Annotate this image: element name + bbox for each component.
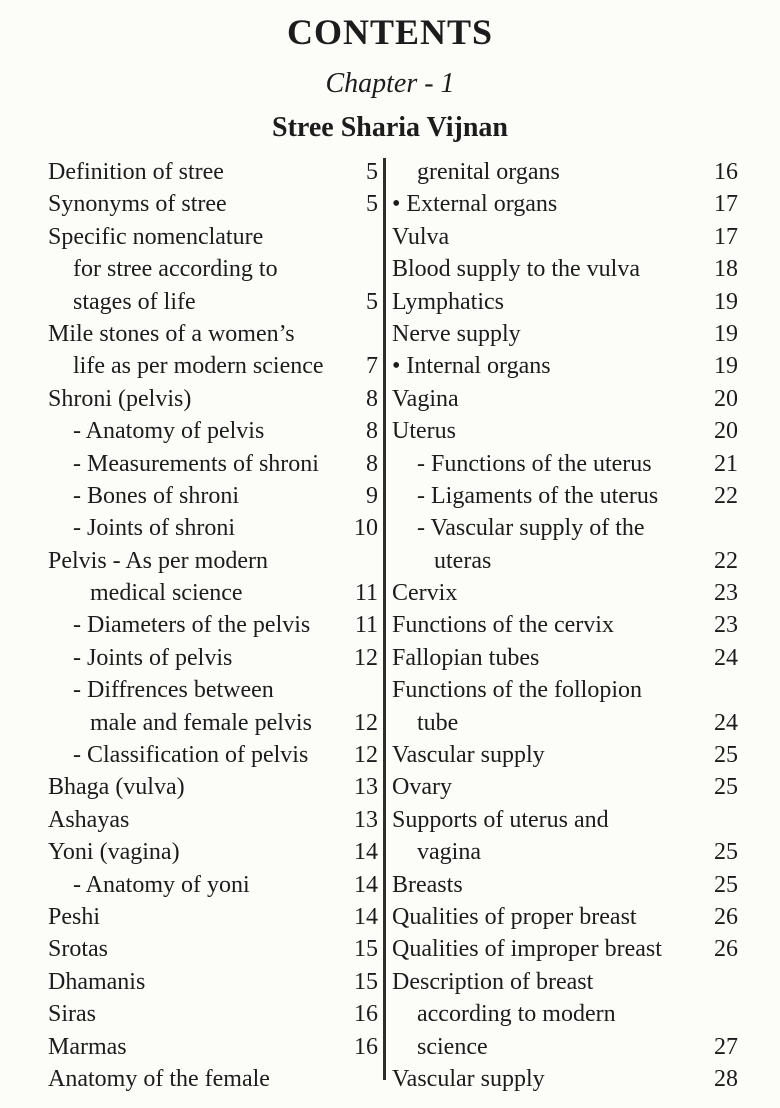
toc-row xyxy=(48,998,378,1030)
toc-entry-label: Vagina xyxy=(392,385,459,412)
toc-entry-label: Qualities of proper breast xyxy=(392,903,637,930)
toc-entry-page: 18 xyxy=(714,256,738,283)
toc-entry-page: 15 xyxy=(354,936,378,963)
toc-entry-page: 19 xyxy=(714,288,738,315)
toc-entry-label: Marmas xyxy=(48,1033,127,1060)
toc-entry-label: Qualities of improper breast xyxy=(392,936,662,963)
toc-entry-page: 25 xyxy=(714,839,738,866)
toc-row xyxy=(392,545,738,577)
toc-entry-page: 19 xyxy=(714,353,738,380)
toc-entry-page: 9 xyxy=(366,482,378,509)
toc-entry-page: 19 xyxy=(714,320,738,347)
toc-entry-label: - Measurements of shroni xyxy=(73,450,319,477)
toc-row xyxy=(392,642,738,674)
toc-row xyxy=(392,739,738,771)
toc-entry-label: Functions of the follopion xyxy=(392,677,642,704)
toc-row xyxy=(392,383,738,415)
toc-entry-page: 16 xyxy=(714,159,738,185)
toc-entry-page: 13 xyxy=(354,806,378,833)
toc-entry-page: 23 xyxy=(714,612,738,639)
toc-entry-page: 7 xyxy=(366,353,378,380)
toc-row xyxy=(48,933,378,965)
toc-entry-page: 5 xyxy=(366,288,378,315)
toc-entry-page: 26 xyxy=(714,936,738,963)
toc-entry-label: • Internal organs xyxy=(392,353,551,380)
toc-entry-page: 20 xyxy=(714,418,738,445)
toc-row xyxy=(48,383,378,415)
toc-row xyxy=(48,1031,378,1063)
toc-row xyxy=(392,448,738,480)
toc-entry-page: 11 xyxy=(354,580,378,607)
toc-row xyxy=(392,966,738,998)
toc-entry-label: vagina xyxy=(417,839,481,866)
toc-entry-label: according to modern xyxy=(417,1001,616,1028)
toc-entry-page: 14 xyxy=(354,903,378,930)
toc-entry-label: Fallopian tubes xyxy=(392,644,540,671)
toc-entry-label: Dhamanis xyxy=(48,968,146,995)
toc-entry-label: Description of breast xyxy=(392,968,594,995)
toc-row xyxy=(48,869,378,901)
toc-entry-page: 8 xyxy=(366,450,378,477)
toc-entry-label: Nerve supply xyxy=(392,320,521,347)
toc-entry-label: for stree according to xyxy=(73,256,278,283)
toc-entry-label: - Diffrences between xyxy=(73,677,274,704)
toc-entry-label: - Functions of the uterus xyxy=(417,450,652,477)
toc-row xyxy=(48,156,378,188)
toc-entry-label: Mile stones of a women’s xyxy=(48,320,295,347)
toc-row xyxy=(392,350,738,382)
toc-entry-page: 14 xyxy=(354,839,378,866)
section-heading: Stree Sharia Vijnan xyxy=(272,112,508,143)
toc-row xyxy=(48,286,378,318)
toc-entry-page: 28 xyxy=(714,1065,738,1092)
toc-entry-page: 11 xyxy=(354,612,378,639)
toc-row xyxy=(392,933,738,965)
toc-entry-page: 24 xyxy=(714,644,738,671)
toc-row xyxy=(48,836,378,868)
toc-entry-label: - Bones of shroni xyxy=(73,482,239,509)
toc-entry-label: tube xyxy=(417,709,459,736)
toc-entry-page: 25 xyxy=(714,742,738,769)
toc-row xyxy=(48,739,378,771)
toc-row xyxy=(392,221,738,253)
toc-row xyxy=(392,901,738,933)
toc-entry-label: - Classification of pelvis xyxy=(73,742,309,769)
toc-entry-label: Uterus xyxy=(392,418,456,445)
toc-row xyxy=(392,188,738,220)
toc-row xyxy=(392,253,738,285)
toc-entry-label: Pelvis - As per modern xyxy=(48,547,268,574)
toc-row xyxy=(392,577,738,609)
toc-row xyxy=(392,318,738,350)
toc-row xyxy=(48,512,378,544)
toc-row xyxy=(48,1063,378,1095)
toc-entry-page: 12 xyxy=(354,644,378,671)
toc-row xyxy=(48,253,378,285)
toc-entry-label: uteras xyxy=(434,547,492,574)
toc-entry-page: 17 xyxy=(714,191,738,218)
chapter-heading: Chapter - 1 xyxy=(325,68,455,99)
toc-row xyxy=(48,221,378,253)
toc-entry-label: medical science xyxy=(90,580,243,607)
toc-row xyxy=(48,318,378,350)
toc-entry-label: - Joints of pelvis xyxy=(73,644,233,671)
toc-entry-page: 17 xyxy=(714,223,738,250)
toc-row xyxy=(392,1031,738,1063)
toc-entry-label: stages of life xyxy=(73,288,196,315)
toc-entry-label: Supports of uterus and xyxy=(392,806,609,833)
toc-entry-label: Bhaga (vulva) xyxy=(48,774,185,801)
toc-entry-label: Yoni (vagina) xyxy=(48,839,180,866)
toc-entry-page: 5 xyxy=(366,159,378,185)
toc-entry-page: 15 xyxy=(354,968,378,995)
toc-entry-page: 26 xyxy=(714,903,738,930)
toc-entry-label: Breasts xyxy=(392,871,463,898)
toc-entry-label: - Vascular supply of the xyxy=(417,515,645,542)
toc-entry-page: 25 xyxy=(714,774,738,801)
toc-entry-page: 22 xyxy=(714,547,738,574)
toc-entry-page: 23 xyxy=(714,580,738,607)
toc-entry-page: 12 xyxy=(354,709,378,736)
toc-entry-page: 21 xyxy=(714,450,738,477)
toc-row xyxy=(48,350,378,382)
toc-row xyxy=(48,415,378,447)
toc-entry-label: grenital organs xyxy=(417,159,560,185)
toc-entry-label: - Joints of shroni xyxy=(73,515,235,542)
toc-entry-label: Specific nomenclature xyxy=(48,223,264,250)
toc-entry-page: 13 xyxy=(354,774,378,801)
toc-entry-label: Vascular supply xyxy=(392,1065,545,1092)
toc-entry-page: 5 xyxy=(366,191,378,218)
toc-entry-label: - Diameters of the pelvis xyxy=(73,612,311,639)
toc-entry-label: life as per modern science xyxy=(73,353,324,380)
toc-entry-page: 24 xyxy=(714,709,738,736)
toc-entry-label: science xyxy=(417,1033,488,1060)
toc-row xyxy=(392,998,738,1030)
toc-entry-page: 12 xyxy=(354,742,378,769)
toc-row xyxy=(48,707,378,739)
toc-row xyxy=(48,901,378,933)
toc-row xyxy=(48,480,378,512)
toc-entry-label: Cervix xyxy=(392,580,458,607)
toc-entry-label: Ashayas xyxy=(48,806,130,833)
toc-entry-page: 14 xyxy=(354,871,378,898)
toc-row xyxy=(392,771,738,803)
toc-entry-label: - Anatomy of yoni xyxy=(73,871,250,898)
toc-entry-page: 20 xyxy=(714,385,738,412)
toc-entry-label: Synonyms of stree xyxy=(48,191,227,218)
toc-entry-page: 8 xyxy=(366,385,378,412)
toc-row xyxy=(48,674,378,706)
toc-entry-page: 16 xyxy=(354,1033,378,1060)
toc-entry-label: Ovary xyxy=(392,774,452,801)
toc-entry-page: 8 xyxy=(366,418,378,445)
toc-row xyxy=(48,966,378,998)
toc-entry-page: 16 xyxy=(354,1001,378,1028)
toc-entry-label: Peshi xyxy=(48,903,101,930)
toc-entry-label: Lymphatics xyxy=(392,288,504,315)
toc-row xyxy=(392,836,738,868)
toc-row xyxy=(48,545,378,577)
toc-row xyxy=(48,642,378,674)
toc-entry-label: male and female pelvis xyxy=(90,709,312,736)
toc-entry-label: - Ligaments of the uterus xyxy=(417,482,659,509)
column-divider-line xyxy=(383,158,386,1080)
toc-row xyxy=(392,415,738,447)
toc-left-column xyxy=(48,156,378,1095)
toc-right-column xyxy=(392,156,738,1095)
toc-entry-page: 22 xyxy=(714,482,738,509)
toc-entry-label: Functions of the cervix xyxy=(392,612,614,639)
toc-entry-label: Anatomy of the female xyxy=(48,1065,270,1092)
toc-row xyxy=(392,286,738,318)
toc-row xyxy=(392,707,738,739)
toc-entry-page: 10 xyxy=(354,515,378,542)
toc-row xyxy=(48,577,378,609)
toc-entry-page: 27 xyxy=(714,1033,738,1060)
toc-entry-label: Siras xyxy=(48,1001,96,1028)
toc-row xyxy=(48,804,378,836)
toc-entry-label: Definition of stree xyxy=(48,159,224,185)
toc-entry-label: Blood supply to the vulva xyxy=(392,256,640,283)
toc-row xyxy=(392,674,738,706)
toc-entry-label: Vascular supply xyxy=(392,742,545,769)
toc-row xyxy=(392,869,738,901)
toc-entry-label: - Anatomy of pelvis xyxy=(73,418,265,445)
page-title: CONTENTS xyxy=(286,12,494,52)
toc-row xyxy=(48,609,378,641)
toc-entry-label: • External organs xyxy=(392,191,558,218)
toc-row xyxy=(48,771,378,803)
toc-entry-label: Srotas xyxy=(48,936,108,963)
toc-row xyxy=(392,512,738,544)
toc-entry-label: Vulva xyxy=(392,223,450,250)
toc-row xyxy=(48,188,378,220)
toc-row xyxy=(392,804,738,836)
toc-row xyxy=(392,156,738,188)
toc-row xyxy=(392,1063,738,1095)
toc-entry-page: 25 xyxy=(714,871,738,898)
toc-row xyxy=(392,480,738,512)
toc-row xyxy=(392,609,738,641)
page-header xyxy=(0,0,780,144)
toc-row xyxy=(48,448,378,480)
toc-entry-label: Shroni (pelvis) xyxy=(48,385,192,412)
